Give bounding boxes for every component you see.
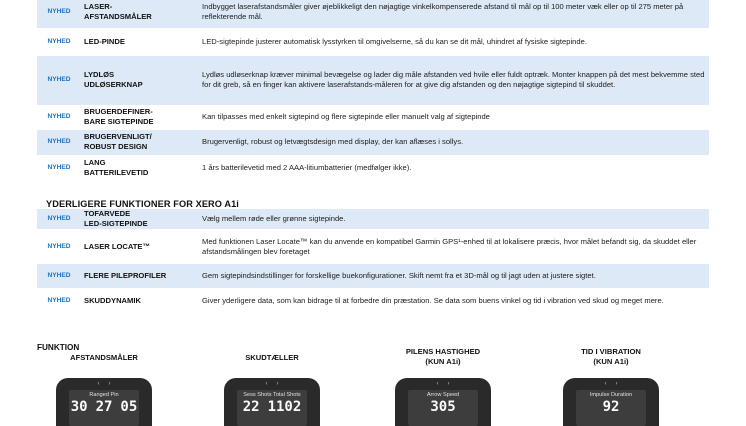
display-number: 30	[70, 399, 88, 415]
chevron-right-icon: ›	[615, 381, 618, 387]
feature-name: FLERE PILEPROFILER	[81, 264, 199, 289]
display-title: Arrow Speed	[426, 392, 460, 398]
feature-name: LED-PINDE	[81, 28, 199, 55]
chevron-left-icon: ‹	[97, 381, 100, 387]
new-badge: NYHED	[37, 155, 81, 181]
display	[576, 390, 646, 426]
function-label: AFSTANDSMÅLER	[70, 353, 138, 362]
feature-row	[37, 155, 709, 181]
new-badge: NYHED	[37, 230, 81, 264]
device-nav	[224, 381, 320, 387]
feature-name: LANG BATTERILEVETID	[81, 155, 199, 181]
display	[237, 390, 307, 426]
feature-description: Giver yderligere data, som kan bidrage til at forbedre din præstation. Se data som buens vinkel og tid i vibration ved skud og meget mere.	[199, 289, 709, 313]
feature-row	[37, 105, 709, 129]
extra-feature-row	[37, 230, 709, 264]
display	[408, 390, 478, 426]
new-badge: NYHED	[37, 209, 81, 230]
new-badge: NYHED	[37, 264, 81, 289]
extra-feature-row	[37, 289, 709, 313]
feature-description: Vælg mellem røde eller grønne sigtepinde.	[199, 209, 709, 230]
new-badge: NYHED	[37, 129, 81, 155]
feature-table	[37, 0, 709, 182]
feature-name: SKUDDYNAMIK	[81, 289, 199, 313]
feature-row	[37, 28, 709, 55]
chevron-right-icon: ›	[447, 381, 450, 387]
feature-name: LASER- AFSTANDSMÅLER	[81, 0, 199, 28]
extra-feature-row	[37, 264, 709, 289]
feature-description: Kan tilpasses med enkelt sigtepind og flere sigtepinde eller manuelt valg af sigtepinde	[199, 105, 709, 129]
extra-feature-table	[37, 209, 709, 313]
chevron-left-icon: ‹	[265, 381, 268, 387]
new-badge: NYHED	[37, 28, 81, 55]
new-badge: NYHED	[37, 289, 81, 313]
device-nav	[56, 381, 152, 387]
feature-description: 1 års batterilevetid med 2 AAA-litiumbatterier (medfølger ikke).	[199, 155, 709, 181]
extra-feature-row	[37, 209, 709, 230]
feature-row	[37, 129, 709, 155]
feature-name: LYDLØS UDLØSERKNAP	[81, 55, 199, 105]
function-title: FUNKTION	[37, 343, 80, 352]
chevron-right-icon: ›	[108, 381, 111, 387]
device-nav	[563, 381, 659, 387]
function-label: TID I VIBRATION (KUN A1i)	[581, 347, 641, 366]
new-badge: NYHED	[37, 0, 81, 28]
display-number: 22	[242, 399, 260, 415]
display-title: Ranged Pin	[89, 392, 119, 398]
display-title: Impulse Duration	[589, 392, 633, 398]
feature-row	[37, 0, 709, 28]
device-nav	[395, 381, 491, 387]
display-number: 305	[430, 399, 456, 415]
feature-description: Gem sigtepindsindstillinger for forskellige buekonfigurationer. Skift nemt fra et 3D-mål og til jagt uden at justere sigtet.	[199, 264, 709, 289]
display-value	[408, 400, 478, 414]
chevron-left-icon: ‹	[436, 381, 439, 387]
function-label: SKUDTÆLLER	[245, 353, 299, 362]
display	[69, 390, 139, 426]
display-value	[69, 400, 139, 414]
section-title: YDERLIGERE FUNKTIONER FOR XERO A1i	[46, 199, 239, 209]
feature-description: Brugervenligt, robust og letvægtsdesign med display, der kan aflæses i sollys.	[199, 129, 709, 155]
display-number: 92	[602, 399, 620, 415]
display-number: 27	[95, 399, 113, 415]
feature-description: Med funktionen Laser Locate™ kan du anvende en kompatibel Garmin GPS¹-enhed til at lokalisere præcis, hvor målet befandt sig, da skuddet eller afstandsmålingen blev foretaget	[199, 230, 709, 264]
display-value	[237, 400, 307, 414]
feature-description: Lydløs udløserknap kræver minimal bevægelse og lader dig måle afstanden ved hvile eller fuldt optræk. Monter knappen på det mest bekvemme sted for dit greb, så en finger kan aktivere laserafstands-måleren for at give dig afstanden og den nøjagtige sigtepind til skuddet.	[199, 55, 709, 105]
new-badge: NYHED	[37, 105, 81, 129]
feature-name: TOFARVEDE LED-SIGTEPINDE	[81, 209, 199, 230]
feature-name: LASER LOCATE™	[81, 230, 199, 264]
feature-name: BRUGERVENLIGT/ ROBUST DESIGN	[81, 129, 199, 155]
feature-name: BRUGERDEFINER- BARE SIGTEPINDE	[81, 105, 199, 129]
chevron-right-icon: ›	[276, 381, 279, 387]
feature-description: LED-sigtepinde justerer automatisk lysstyrken til omgivelserne, så du kan se dit mål, uhindret af fysiske sigtepinde.	[199, 28, 709, 55]
new-badge: NYHED	[37, 55, 81, 105]
feature-description: Indbygget laserafstandsmåler giver øjeblikkeligt den nøjagtige vinkelkompenserede afstand til mål op til 100 meter væk eller op til 275 meter på reflekterende mål.	[199, 0, 709, 28]
feature-row	[37, 55, 709, 105]
chevron-left-icon: ‹	[604, 381, 607, 387]
display-number: 1102	[267, 399, 302, 415]
display-title: Sess Shots Total Shots	[243, 392, 301, 398]
display-number: 05	[120, 399, 138, 415]
display-value	[576, 400, 646, 414]
function-label: PILENS HASTIGHED (KUN A1i)	[405, 347, 481, 366]
